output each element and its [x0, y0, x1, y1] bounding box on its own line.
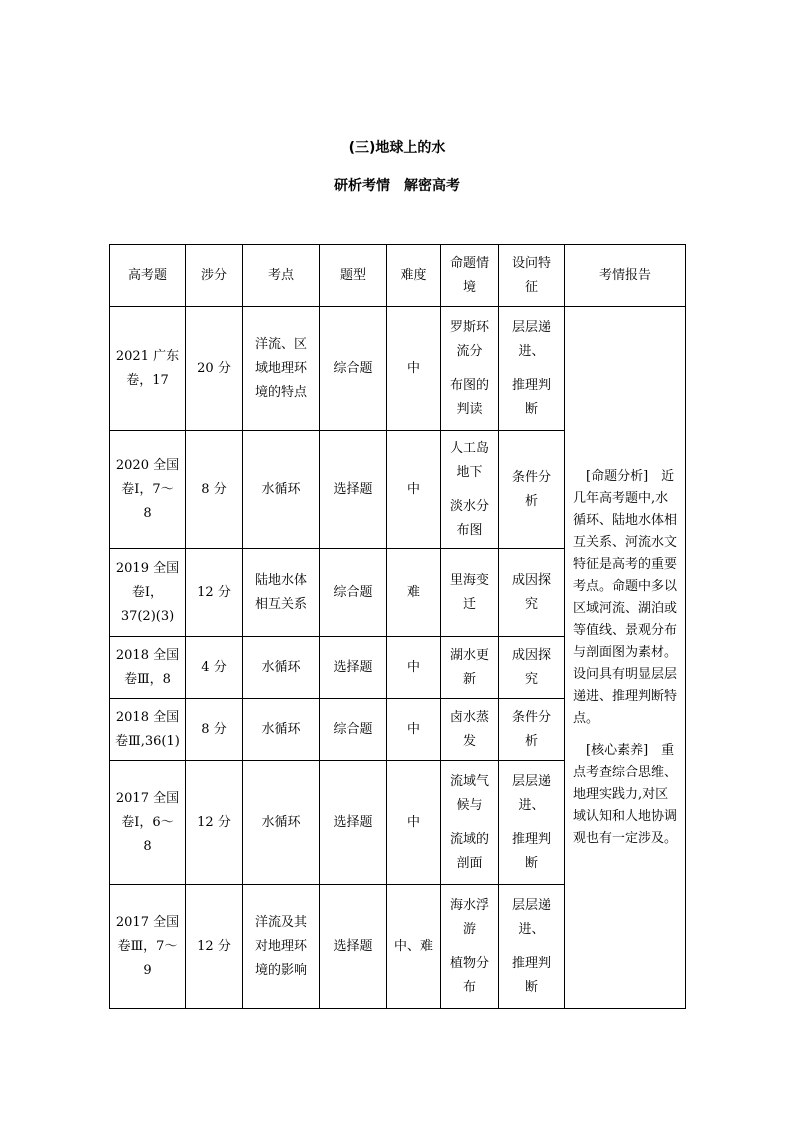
- cell-feature: 层层递 进、 推理判 断: [499, 307, 565, 431]
- header-exam: 高考题: [110, 245, 186, 307]
- header-difficulty: 难度: [387, 245, 441, 307]
- cell-difficulty: 中: [387, 699, 441, 761]
- cell-point: 水循环: [243, 761, 320, 885]
- table-row: [110, 307, 686, 431]
- cell-context: 卤水蒸 发: [441, 699, 499, 761]
- cell-feature: 条件分 析: [499, 699, 565, 761]
- cell-point: 水循环: [243, 637, 320, 699]
- cell-context: 海水浮 游 植物分 布: [441, 885, 499, 1009]
- cell-feature: 层层递 进、 推理判 断: [499, 761, 565, 885]
- cell-type: 综合题: [320, 549, 387, 637]
- cell-feature: 条件分 析: [499, 431, 565, 549]
- report-literacy: [核心素养] 重点考查综合思维、地理实践力,对区域认知和人地协调观也有一定涉及。: [573, 742, 678, 846]
- cell-score: 4 分: [186, 637, 243, 699]
- cell-type: 综合题: [320, 699, 387, 761]
- table-header-row: [110, 245, 686, 307]
- header-type: 题型: [320, 245, 387, 307]
- page-title: (三)地球上的水: [348, 140, 446, 156]
- cell-point: 水循环: [243, 699, 320, 761]
- cell-point: 陆地水体 相互关系: [243, 549, 320, 637]
- cell-exam: 2021 广东 卷，17: [110, 307, 186, 431]
- cell-context: 流域气 候与 流域的 剖面: [441, 761, 499, 885]
- cell-difficulty: 中: [387, 307, 441, 431]
- cell-feature: 层层递 进、 推理判 断: [499, 885, 565, 1009]
- cell-difficulty: 难: [387, 549, 441, 637]
- page-subtitle: 研析考情 解密高考: [334, 178, 460, 194]
- header-score: 涉分: [186, 245, 243, 307]
- cell-difficulty: 中: [387, 637, 441, 699]
- report-analysis: [命题分析] 近几年高考题中,水循环、陆地水体相互关系、河流水文特征是高考的重要考点。命题中多以区域河流、湖泊或等值线、景观分布与剖面图为素材。设问具有明显层层递进、推理判断特点。: [573, 468, 678, 726]
- cell-report: [565, 307, 686, 1009]
- cell-exam: 2018 全国 卷Ⅲ，8: [110, 637, 186, 699]
- cell-score: 8 分: [186, 699, 243, 761]
- cell-exam: 2018 全国 卷Ⅲ,36(1): [110, 699, 186, 761]
- cell-context: 里海变 迁: [441, 549, 499, 637]
- header-point: 考点: [243, 245, 320, 307]
- exam-analysis-table: [109, 244, 686, 1009]
- cell-type: 综合题: [320, 307, 387, 431]
- cell-feature: 成因探 究: [499, 549, 565, 637]
- header-feature: 设问特 征: [499, 245, 565, 307]
- cell-type: 选择题: [320, 431, 387, 549]
- cell-difficulty: 中、难: [387, 885, 441, 1009]
- cell-exam: 2020 全国 卷Ⅰ，7～ 8: [110, 431, 186, 549]
- cell-point: 水循环: [243, 431, 320, 549]
- header-context: 命题情 境: [441, 245, 499, 307]
- cell-score: 20 分: [186, 307, 243, 431]
- cell-score: 8 分: [186, 431, 243, 549]
- cell-score: 12 分: [186, 885, 243, 1009]
- cell-feature: 成因探 究: [499, 637, 565, 699]
- cell-difficulty: 中: [387, 761, 441, 885]
- cell-context: 湖水更 新: [441, 637, 499, 699]
- cell-type: 选择题: [320, 637, 387, 699]
- cell-point: 洋流及其 对地理环 境的影响: [243, 885, 320, 1009]
- cell-context: 罗斯环 流分 布图的 判读: [441, 307, 499, 431]
- cell-exam: 2017 全国 卷Ⅰ，6～ 8: [110, 761, 186, 885]
- cell-point: 洋流、区 域地理环 境的特点: [243, 307, 320, 431]
- cell-exam: 2019 全国 卷Ⅰ， 37(2)(3): [110, 549, 186, 637]
- cell-score: 12 分: [186, 761, 243, 885]
- cell-type: 选择题: [320, 885, 387, 1009]
- cell-context: 人工岛 地下 淡水分 布图: [441, 431, 499, 549]
- header-report: 考情报告: [565, 245, 686, 307]
- cell-exam: 2017 全国 卷Ⅲ，7～ 9: [110, 885, 186, 1009]
- cell-difficulty: 中: [387, 431, 441, 549]
- cell-score: 12 分: [186, 549, 243, 637]
- cell-type: 选择题: [320, 761, 387, 885]
